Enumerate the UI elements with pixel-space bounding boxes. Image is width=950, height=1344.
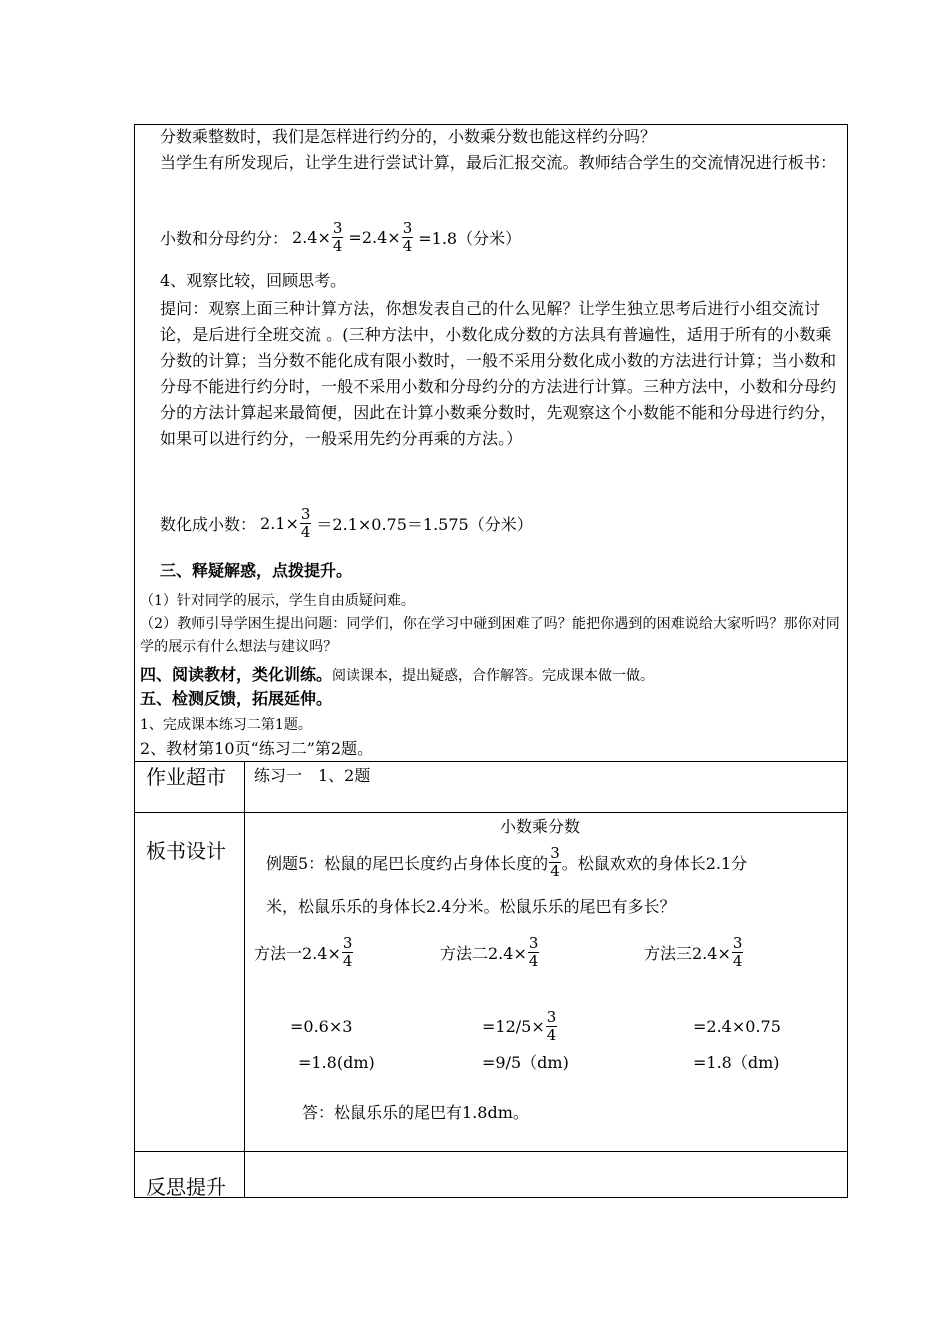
method2-label [440, 930, 540, 974]
board-label: 板书设计 [146, 839, 226, 863]
reflect-label: 反思提升 [146, 1175, 226, 1199]
fraction-m1: $\frac{3}{4}$ [342, 933, 353, 970]
fraction-m2: $\frac{3}{4}$ [528, 933, 539, 970]
method3-step1: =2.4×0.75 [693, 1017, 781, 1036]
method3-text: 方法三2.4× [644, 943, 731, 963]
method2-text: 方法二2.4× [440, 943, 527, 963]
row-divider-board [134, 812, 848, 813]
section5-item1: 1、完成课本练习二第1题。 [140, 717, 312, 733]
method3-a: 2.4× [292, 227, 331, 247]
fraction-m3: $\frac{3}{4}$ [732, 933, 743, 970]
example-text-b: 。松鼠欢欢的身体长2.1分 [561, 853, 748, 873]
fraction-three-quarters: $\frac{3}{4}$ [332, 218, 343, 255]
row-divider-homework [134, 761, 848, 762]
method2-step2: =9/5（dm) [482, 1053, 569, 1072]
section5-title: 五、检测反馈，拓展延伸。 [140, 689, 333, 708]
row-divider-reflect [134, 1151, 848, 1152]
board-title: 小数乘分数 [500, 817, 581, 836]
method3-prefix: 小数和分母约分： [160, 228, 289, 248]
method2-formula [160, 501, 533, 545]
method1-step1: =0.6×3 [290, 1017, 353, 1036]
section4-title: 四、阅读教材，类化训练。 [140, 665, 333, 684]
trial-paragraph: 当学生有所发现后，让学生进行尝试计算，最后汇报交流。教师结合学生的交流情况进行板书： [160, 153, 837, 172]
method2-step1-text: =12/5× [482, 1016, 545, 1036]
step4-title: 4、观察比较，回顾思考。 [160, 271, 347, 290]
section3-title: 三、释疑解惑，点拨提升。 [160, 561, 353, 580]
method1-label [254, 930, 354, 974]
section3-item2: （2）教师引导学困生提出问题：同学们，你在学习中碰到困难了吗？能把你遇到的困难说给大家听吗？那你对同学的展示有什么想法与建议吗？ [140, 616, 840, 655]
homework-value: 练习一 1、2题 [254, 766, 371, 785]
method2-end: ＝2.1×0.75＝1.575（分米） [316, 514, 533, 534]
example-text-a: 例题5：松鼠的尾巴长度约占身体长度的 [266, 853, 549, 873]
example-line-2: 米，松鼠乐乐的身体长2.4分米。松鼠乐乐的尾巴有多长？ [266, 897, 676, 916]
section4-body: 阅读课本，提出疑惑，合作解答。完成课本做一做。 [332, 668, 655, 684]
fraction-three-quarters-3: $\frac{3}{4}$ [300, 504, 311, 541]
method1-text: 方法一2.4× [254, 943, 341, 963]
method3-end: =1.8（分米） [418, 228, 522, 248]
homework-label: 作业超市 [146, 765, 226, 789]
method2-step1 [482, 1004, 558, 1048]
column-divider [244, 761, 245, 1198]
section5-item2: 2、教材第10页“练习二”第2题。 [140, 739, 374, 758]
method3-mid: =2.4× [348, 227, 401, 247]
example-line-1 [266, 838, 747, 886]
method2-a: 2.1× [260, 513, 299, 533]
method1-step2: =1.8(dm) [298, 1053, 375, 1072]
intro-question: 分数乘整数时，我们是怎样进行约分的，小数乘分数也能这样约分吗？ [160, 127, 657, 146]
fraction-example: $\frac{3}{4}$ [550, 843, 560, 880]
section4-line [140, 666, 654, 685]
method3-formula [160, 215, 521, 259]
step4-body: 提问：观察上面三种计算方法，你想发表自己的什么见解？让学生独立思考后进行小组交流讨论，是后进行全班交流 。(三种方法中，小数化成分数的方法具有普遍性，适用于所有的小数乘分数的计算；当分数不能化成有限小数时，一般不采用分数化成小数的方法进行计算；当小数和分母不能进行约分时，一般不采用小数和分母约分的方法进行计算。三种方法中，小数和分母约分的方法计算起来最简便，因此在计算小数乘分数时，先观察这个小数能不能和分母进行约分，如果可以进行约分，一般采用先约分再乘的方法。） [160, 299, 837, 448]
method3-label [644, 930, 744, 974]
section3-item1: （1）针对同学的展示，学生自由质疑问难。 [140, 593, 415, 609]
answer-text: 答：松鼠乐乐的尾巴有1.8dm。 [302, 1103, 529, 1122]
fraction-m2-step: $\frac{3}{4}$ [546, 1007, 557, 1044]
method2-prefix: 数化成小数： [160, 514, 257, 534]
method3-step2: =1.8（dm) [693, 1053, 780, 1072]
fraction-three-quarters-2: $\frac{3}{4}$ [402, 218, 413, 255]
